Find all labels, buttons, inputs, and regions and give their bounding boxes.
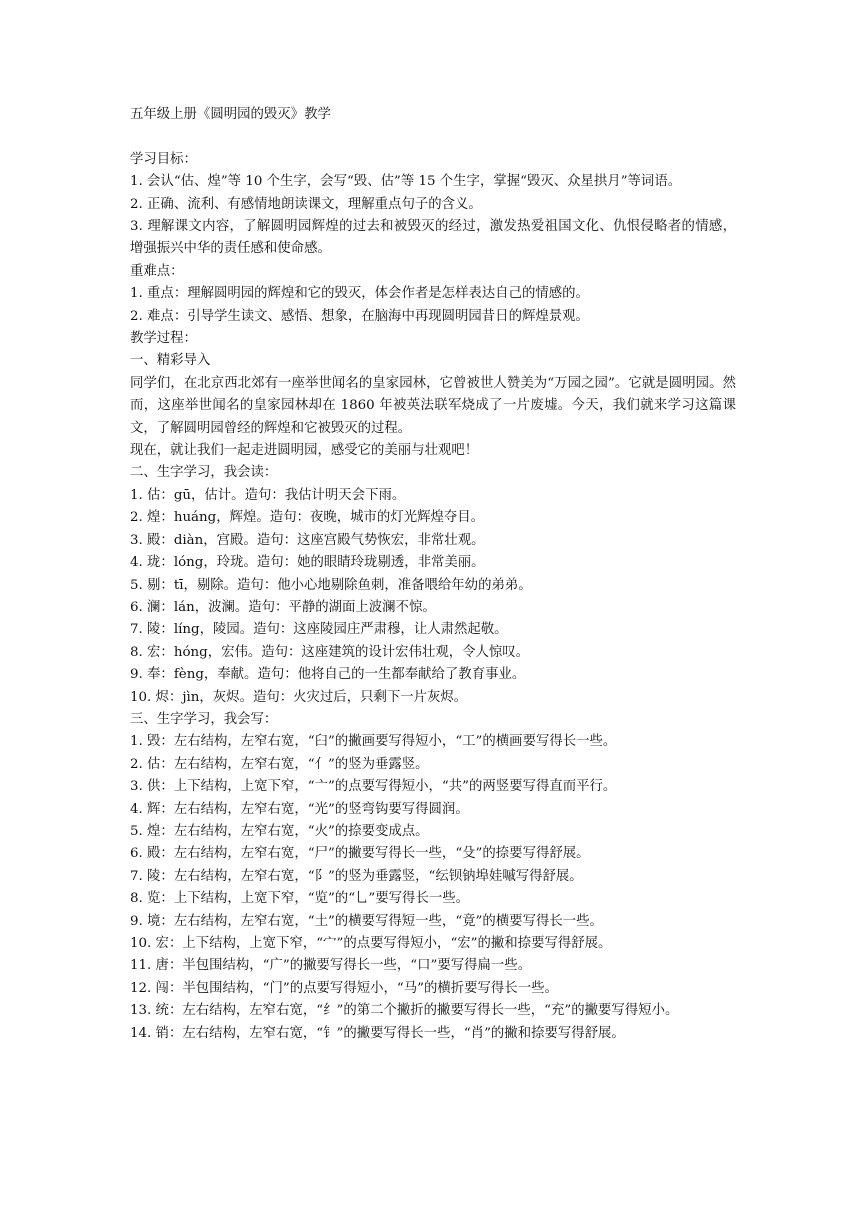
read-item: 1. 估：gū，估计。造句：我估计明天会下雨。 [130,487,406,503]
write-item: 13. 统：左右结构，左窄右宽，“纟”的第二个撇折的撇要写得长一些，“充”的撇要写得短小。 [130,1003,679,1019]
intro-paragraph: 现在，就让我们一起走进圆明园，感受它的美丽与壮观吧！ [130,443,479,459]
key-points-heading: 重难点： [130,263,184,279]
write-item: 3. 供：上下结构，上宽下窄，“亠”的点要写得短小，“共”的两竖要写得直而平行。 [130,779,617,795]
read-item: 2. 煌：huáng，辉煌。造句：夜晚，城市的灯光辉煌夺目。 [130,510,485,526]
document-page [130,104,736,1045]
intro-paragraph: 同学们，在北京西北郊有一座举世闻名的皇家园林，它曾被世人赞美为“万园之园”。它就是圆明园。然而，这座举世闻名的皇家园林却在 1860 年被英法联军烧成了一片废墟。今天，我们就来学习这篇课文，了解圆明园曾经的辉煌和它被毁灭的过程。 [130,375,736,436]
write-heading: 三、生字学习，我会写： [130,711,278,727]
write-item: 12. 闯：半包围结构，“门”的点要写得短小，“马”的横折要写得长一些。 [130,980,558,996]
read-item: 7. 陵：líng，陵园。造句：这座陵园庄严肃穆，让人肃然起敬。 [130,622,508,638]
write-item: 9. 境：左右结构，左窄右宽，“土”的横要写得短一些，“竟”的横要写得长一些。 [130,913,603,929]
key-points-section [130,261,736,328]
read-item: 5. 剔：tī，剔除。造句：他小心地剔除鱼刺，准备喂给年幼的弟弟。 [130,577,532,593]
write-item: 10. 宏：上下结构，上宽下窄，“宀”的点要写得短小，“宏”的撇和捺要写得舒展。 [130,936,612,952]
goals-heading: 学习目标： [130,151,197,167]
read-item: 4. 珑：lóng，玲珑。造句：她的眼睛玲珑剔透，非常美丽。 [130,555,485,571]
read-item: 10. 烬：jìn，灰烬。造句：火灾过后，只剩下一片灰烬。 [130,689,468,705]
read-item: 8. 宏：hóng，宏伟。造句：这座建筑的设计宏伟壮观，令人惊叹。 [130,644,530,660]
write-item: 7. 陵：左右结构，左窄右宽，“阝”的竖为垂露竖，“纭钡钠埠娃嘁写得舒展。 [130,868,583,884]
write-item: 4. 辉：左右结构，左窄右宽，“光”的竖弯钩要写得圆润。 [130,801,469,817]
goal-item: 3. 理解课文内容，了解圆明园辉煌的过去和被毁灭的经过，激发热爱祖国文化、仇恨侵略者的情感，增强振兴中华的责任感和使命感。 [130,219,736,257]
goal-item: 2. 正确、流利、有感情地朗读课文，理解重点句子的含义。 [130,196,482,212]
goal-item: 1. 会认“估、煌”等 10 个生字，会写“毁、估”等 15 个生字，掌握“毁灭、众星拱月”等词语。 [130,174,682,190]
write-item: 11. 唐：半包围结构，“广”的撇要写得长一些，“口”要写得扁一些。 [130,958,532,974]
intro-heading: 一、精彩导入 [130,353,211,369]
write-item: 6. 殿：左右结构，左窄右宽，“尸”的撇要写得长一些，“殳”的捺要写得舒展。 [130,846,590,862]
write-item: 8. 览：上下结构，上宽下窄，“览”的“乚”要写得长一些。 [130,891,470,907]
read-item: 9. 奉：fèng，奉献。造句：他将自己的一生都奉献给了教育事业。 [130,667,526,683]
read-item: 6. 澜：lán，波澜。造句：平静的湖面上波澜不惊。 [130,599,436,615]
write-item: 5. 煌：左右结构，左窄右宽，“火”的捺要变成点。 [130,823,429,839]
process-section [130,328,736,1045]
write-item: 2. 估：左右结构，左窄右宽，“亻”的竖为垂露竖。 [130,756,429,772]
key-point-item: 2. 难点：引导学生读文、感悟、想象，在脑海中再现圆明园昔日的辉煌景观。 [130,308,589,324]
key-point-item: 1. 重点：理解圆明园的辉煌和它的毁灭，体会作者是怎样表达自己的情感的。 [130,286,589,302]
read-heading: 二、生字学习，我会读： [130,465,278,481]
read-item: 3. 殿：diàn，宫殿。造句：这座宫殿气势恢宏，非常壮观。 [130,532,485,548]
write-item: 1. 毁：左右结构，左窄右宽，“臼”的撇画要写得短小，“工”的横画要写得长一些。 [130,734,617,750]
goals-section [130,149,736,261]
write-item: 14. 销：左右结构，左窄右宽，“钅”的撇要写得长一些，“肖”的撇和捺要写得舒展。 [130,1025,625,1041]
process-heading: 教学过程： [130,331,197,347]
document-title: 五年级上册《圆明园的毁灭》教学 [130,107,331,122]
